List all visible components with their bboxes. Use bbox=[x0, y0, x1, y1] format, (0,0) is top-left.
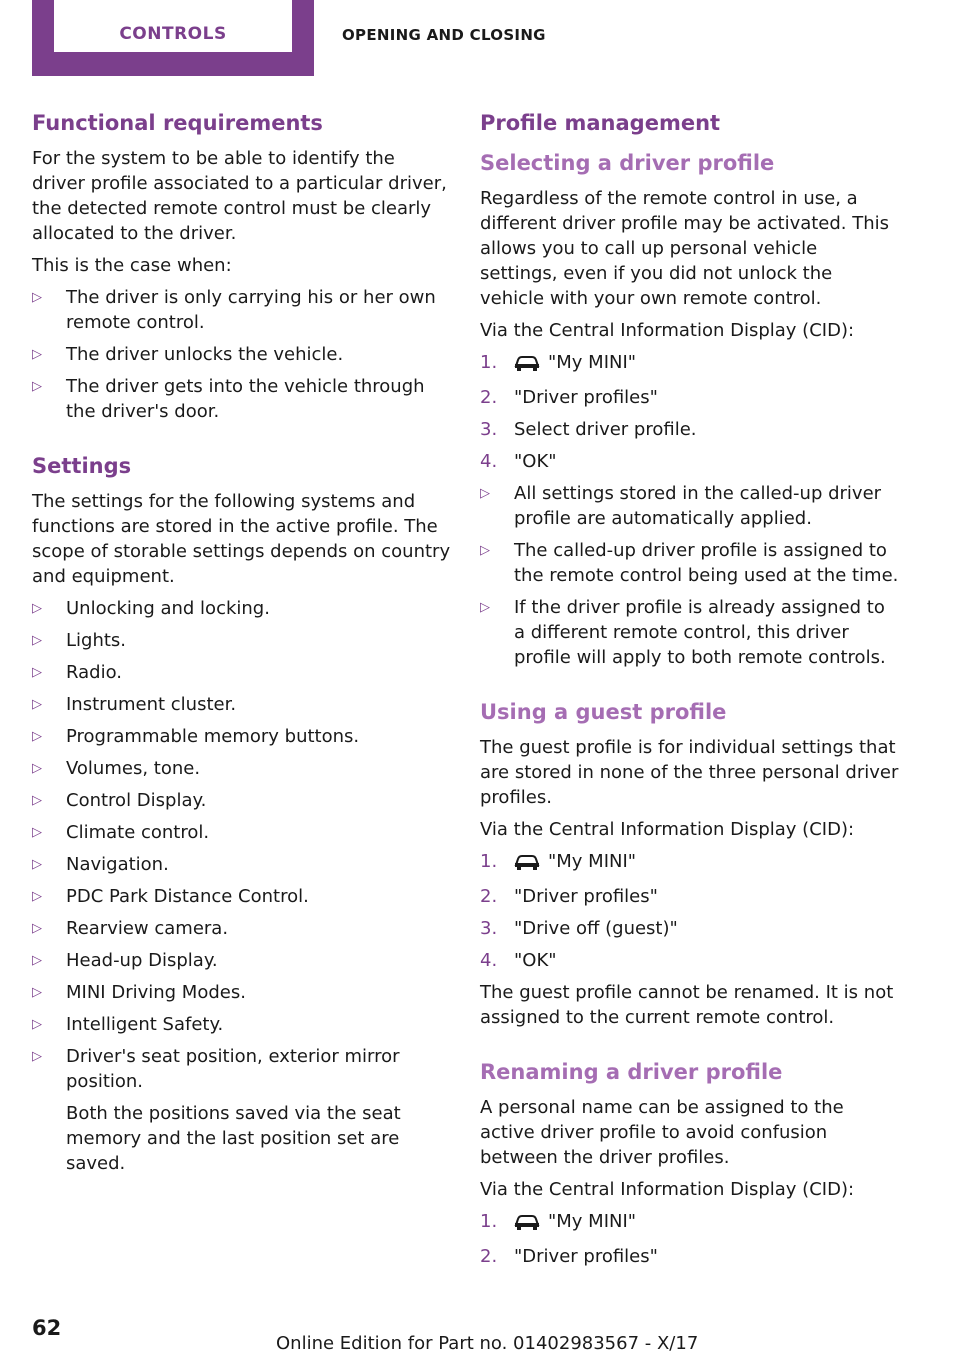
paragraph: The guest profile is for individual settings that are stored in none of the three personal driver profiles. bbox=[480, 737, 899, 808]
list-item: ▷ Instrument cluster. bbox=[32, 694, 237, 715]
list-item: ▷ Unlocking and locking. bbox=[32, 598, 270, 619]
step-item: 4. "OK" bbox=[480, 451, 557, 472]
chapter-tab-label: CONTROLS bbox=[54, 0, 292, 52]
car-icon bbox=[514, 852, 540, 877]
list-item: ▷ Rearview camera. bbox=[32, 918, 229, 939]
step-item: 1. "My MINI" bbox=[480, 350, 900, 378]
list-item: ▷ Control Display. bbox=[32, 790, 207, 811]
left-column bbox=[32, 106, 452, 1183]
step-item: 1. "My MINI" bbox=[480, 849, 900, 877]
list-item: ▷ The driver gets into the vehicle through the driver's door. bbox=[32, 376, 425, 422]
chapter-tab[interactable] bbox=[32, 0, 314, 76]
list-item: ▷ Volumes, tone. bbox=[32, 758, 201, 779]
settings-list bbox=[32, 596, 452, 1176]
steps-list bbox=[480, 350, 900, 474]
list-item: ▷ Programmable memory buttons. bbox=[32, 726, 360, 747]
list-item: ▷ MINI Driving Modes. bbox=[32, 982, 246, 1003]
step-item: 3. "Drive off (guest)" bbox=[480, 918, 678, 939]
car-icon bbox=[514, 353, 540, 378]
paragraph: Via the Central Information Display (CID): bbox=[480, 320, 855, 341]
step-item: 4. "OK" bbox=[480, 950, 557, 971]
heading-profile-management: Profile management bbox=[480, 111, 721, 135]
paragraph: Via the Central Information Display (CID): bbox=[480, 1179, 855, 1200]
list-item: ▷ If the driver profile is already assigned to a different remote control, this driver profile will apply to both remote controls. bbox=[480, 597, 886, 668]
paragraph: The settings for the following systems and functions are stored in the active profile. The scope of storable settings depends on country and equipment. bbox=[32, 491, 451, 587]
subheading-selecting-profile: Selecting a driver profile bbox=[480, 151, 775, 175]
paragraph: The guest profile cannot be renamed. It is not assigned to the current remote control. bbox=[480, 982, 894, 1028]
page-number: 62 bbox=[32, 1316, 62, 1340]
list-item: ▷ PDC Park Distance Control. bbox=[32, 886, 309, 907]
step-item: 3. Select driver profile. bbox=[480, 419, 697, 440]
section-label: OPENING AND CLOSING bbox=[342, 26, 546, 44]
result-list bbox=[480, 481, 900, 670]
list-item: ▷ Climate control. bbox=[32, 822, 210, 843]
list-item: ▷ The driver unlocks the vehicle. bbox=[32, 344, 344, 365]
bullet-marker: ▷ bbox=[32, 379, 42, 394]
step-item: 1. "My MINI" bbox=[480, 1209, 900, 1237]
list-item: ▷ Lights. bbox=[32, 630, 127, 651]
paragraph: This is the case when: bbox=[32, 255, 232, 276]
subheading-renaming-profile: Renaming a driver profile bbox=[480, 1060, 783, 1084]
paragraph: For the system to be able to identify the driver profile associated to a particular driver, the detected remote control must be clearly allocated to the driver. bbox=[32, 148, 447, 244]
list-item: ▷ Intelligent Safety. bbox=[32, 1014, 224, 1035]
right-column bbox=[480, 106, 900, 1276]
list-item: ▷ All settings stored in the called-up driver profile are automatically applied. bbox=[480, 483, 882, 529]
step-item: 2. "Driver profiles" bbox=[480, 1246, 658, 1267]
list-item: ▷ Radio. bbox=[32, 662, 122, 683]
paragraph: Via the Central Information Display (CID): bbox=[480, 819, 855, 840]
bullet-marker: ▷ bbox=[32, 290, 42, 305]
steps-list bbox=[480, 849, 900, 973]
heading-settings: Settings bbox=[32, 454, 132, 478]
bullet-marker: ▷ bbox=[32, 347, 42, 362]
list-item: ▷ Head-up Display. bbox=[32, 950, 218, 971]
paragraph: Regardless of the remote control in use, a different driver profile may be activated. This allows you to call up personal vehicle settings, even if you did not unlock the vehicle with your own remote control. bbox=[480, 188, 890, 309]
steps-list bbox=[480, 1209, 900, 1269]
list-item: ▷ Navigation. bbox=[32, 854, 169, 875]
requirements-list bbox=[32, 285, 452, 424]
car-icon bbox=[514, 1212, 540, 1237]
step-item: 2. "Driver profiles" bbox=[480, 886, 658, 907]
list-item: ▷ The called-up driver profile is assigned to the remote control being used at the time. bbox=[480, 540, 899, 586]
heading-functional-requirements: Functional requirements bbox=[32, 111, 323, 135]
list-item: ▷ The driver is only carrying his or her own remote control. bbox=[32, 287, 436, 333]
list-item-note: Both the positions saved via the seat memory and the last position set are saved. bbox=[66, 1103, 401, 1174]
list-item: ▷ Driver's seat position, exterior mirror position. Both the positions saved via the seat memory and the last position set are saved. bbox=[32, 1044, 452, 1176]
edition-footer: Online Edition for Part no. 01402983567 - X/17 bbox=[276, 1333, 699, 1354]
step-item: 2. "Driver profiles" bbox=[480, 387, 658, 408]
subheading-guest-profile: Using a guest profile bbox=[480, 700, 727, 724]
paragraph: A personal name can be assigned to the active driver profile to avoid confusion between the driver profiles. bbox=[480, 1097, 844, 1168]
